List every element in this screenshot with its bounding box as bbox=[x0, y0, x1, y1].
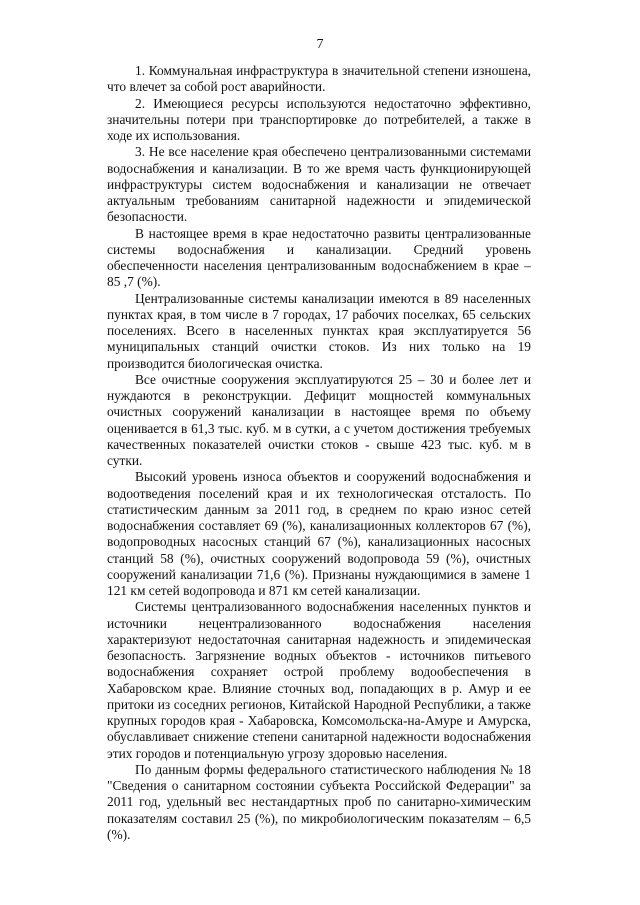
paragraph-8: Системы централизованного водоснабжения населенных пунктов и источники нецентрализованного водоснабжения населения характеризуют недостаточная санитарная надежность и эпидемическая безопасность. Загрязнение водных объектов - источников питьевого водоснабжения сохраняет острой проблему водообеспечения в Хабаровском крае. Влияние сточных вод, попадающих в р. Амур и ее притоки из соседних регионов, Китайской Народной Республики, а также крупных городов края - Хабаровска, Комсомольска-на-Амуре и Амурска, обуславливает снижение степени санитарной надежности водоснабжения этих городов и потенциальную угрозу здоровью населения. bbox=[107, 599, 531, 761]
paragraph-7: Высокий уровень износа объектов и сооружений водоснабжения и водоотведения поселений края и их технологическая отсталость. По статистическим данным за 2011 год, в среднем по краю износ сетей водоснабжения составляет 69 (%), канализационных коллекторов 67 (%), водопроводных насосных станций 67 (%), канализационных насосных станций 58 (%), очистных сооружений водопровода 59 (%), очистных сооружений канализации 71,6 (%). Признаны нуждающимися в замене 1 121 км сетей водопровода и 871 км сетей канализации. bbox=[107, 469, 531, 598]
paragraph-4: В настоящее время в крае недостаточно развиты централизованные системы водоснабжения и канализации. Средний уровень обеспеченности населения централизованным водоснабжением в крае – 85 ,7 (%). bbox=[107, 225, 531, 290]
paragraph-3: 3. Не все население края обеспечено централизованными системами водоснабжения и канализации. В то же время часть функционирующей инфраструктуры систем водоснабжения и канализации не отвечает актуальным требованиям санитарной надежности и эпидемической безопасности. bbox=[107, 144, 531, 225]
paragraph-2: 2. Имеющиеся ресурсы используются недостаточно эффективно, значительны потери при транспортировке до потребителей, а также в ходе их использования. bbox=[107, 95, 531, 143]
paragraph-5: Централизованные системы канализации имеются в 89 населенных пунктах края, в том числе в 7 городах, 17 рабочих поселках, 65 сельских поселениях. Всего в населенных пунктах края эксплуатируется 56 муниципальных станций очистки стоков. Из них только на 19 производится биологическая очистка. bbox=[107, 290, 531, 371]
document-body bbox=[107, 63, 531, 843]
paragraph-1: 1. Коммунальная инфраструктура в значительной степени изношена, что влечет за собой рост аварийности. bbox=[107, 63, 531, 95]
page-number: 7 bbox=[316, 37, 324, 52]
paragraph-9: По данным формы федерального статистического наблюдения № 18 "Сведения о санитарном состоянии субъекта Российской Федерации" за 2011 год, удельный вес нестандартных проб по санитарно-химическим показателям составил 25 (%), по микробиологическим показателям – 6,5 (%). bbox=[107, 761, 531, 842]
paragraph-6: Все очистные сооружения эксплуатируются 25 – 30 и более лет и нуждаются в реконструкции. Дефицит мощностей коммунальных очистных сооружений канализации в настоящее время по объему оценивается в 61,3 тыс. куб. м в сутки, а с учетом достижения требуемых качественных показателей очистки стоков - свыше 423 тыс. куб. м в сутки. bbox=[107, 371, 531, 468]
